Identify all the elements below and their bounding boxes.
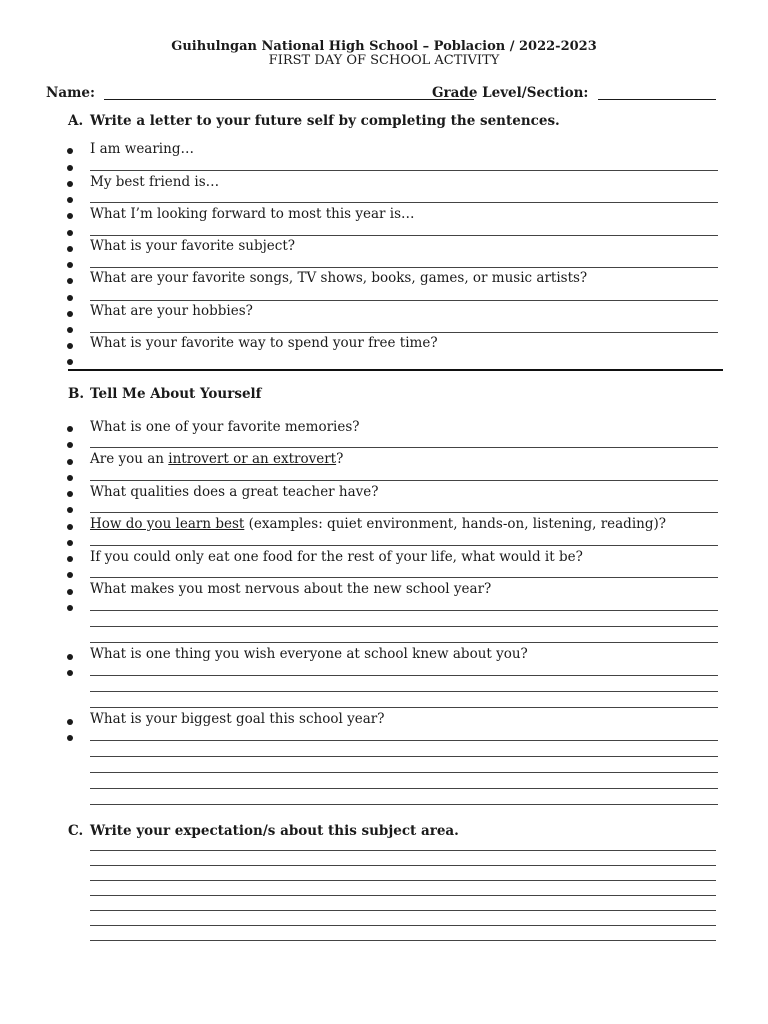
question-b5: If you could only eat one food for the rest of your life, what would it be?	[90, 549, 583, 565]
answer-line[interactable]	[90, 707, 718, 708]
section-b-letter: B.	[68, 386, 85, 402]
bullet	[67, 246, 73, 252]
bullet	[67, 475, 73, 481]
bullet	[67, 507, 73, 513]
answer-line[interactable]	[90, 235, 718, 236]
answer-line[interactable]	[90, 512, 718, 513]
answer-line[interactable]	[90, 202, 718, 203]
answer-line[interactable]	[90, 267, 718, 268]
answer-line[interactable]	[90, 740, 718, 741]
bullet	[67, 426, 73, 432]
bullet	[67, 442, 73, 448]
question-b2	[90, 451, 343, 467]
bullet	[67, 181, 73, 187]
answer-line[interactable]	[90, 610, 718, 611]
question-a2: My best friend is…	[90, 174, 220, 190]
answer-line[interactable]	[90, 772, 718, 773]
answer-line[interactable]	[90, 788, 718, 789]
question-b2-text: Are you an	[90, 451, 169, 467]
answer-line[interactable]	[90, 865, 716, 866]
section-b-title: Tell Me About Yourself	[90, 386, 262, 402]
bullet	[67, 572, 73, 578]
bullet	[67, 654, 73, 660]
answer-line[interactable]	[90, 880, 716, 881]
answer-line[interactable]	[90, 895, 716, 896]
section-b-heading	[68, 386, 261, 402]
bullet	[67, 278, 73, 284]
bullet	[67, 670, 73, 676]
question-b3: What qualities does a great teacher have?	[90, 484, 379, 500]
answer-line[interactable]	[90, 691, 718, 692]
answer-line[interactable]	[90, 910, 716, 911]
question-a3: What I’m looking forward to most this year is…	[90, 206, 415, 222]
question-a1: I am wearing…	[90, 141, 194, 157]
answer-line[interactable]	[90, 170, 718, 171]
question-a7: What is your favorite way to spend your free time?	[90, 335, 438, 351]
answer-line[interactable]	[90, 642, 718, 643]
activity-title: FIRST DAY OF SCHOOL ACTIVITY	[268, 53, 500, 68]
bullet	[67, 197, 73, 203]
name-field[interactable]	[104, 99, 474, 100]
bullet	[67, 491, 73, 497]
bullet	[67, 359, 73, 365]
answer-line[interactable]	[90, 447, 718, 448]
grade-section-label: Grade Level/Section:	[432, 85, 589, 101]
learn-best-link[interactable]: How do you learn best	[90, 516, 245, 532]
answer-line[interactable]	[90, 756, 718, 757]
bullet	[67, 343, 73, 349]
question-b4-text: (examples: quiet environment, hands-on, listening, reading)?	[244, 516, 666, 532]
section-c-heading	[68, 823, 459, 839]
section-c-title: Write your expectation/s about this subject area.	[90, 823, 459, 839]
bullet	[67, 213, 73, 219]
bullet	[67, 524, 73, 530]
question-b1: What is one of your favorite memories?	[90, 419, 360, 435]
bullet	[67, 295, 73, 301]
student-info-row	[46, 85, 726, 103]
section-a-letter: A.	[68, 113, 84, 129]
answer-line[interactable]	[90, 804, 718, 805]
bullet	[67, 605, 73, 611]
school-header: Guihulngan National High School – Poblacion / 2022-2023	[171, 39, 597, 54]
section-a-title: Write a letter to your future self by completing the sentences.	[90, 113, 560, 129]
question-a6: What are your hobbies?	[90, 303, 253, 319]
bullet	[67, 459, 73, 465]
answer-line[interactable]	[90, 925, 716, 926]
question-a4: What is your favorite subject?	[90, 238, 296, 254]
section-c-letter: C.	[68, 823, 84, 839]
answer-line[interactable]	[90, 850, 716, 851]
section-divider	[68, 369, 723, 371]
answer-line[interactable]	[90, 300, 718, 301]
bullet	[67, 540, 73, 546]
answer-line[interactable]	[90, 577, 718, 578]
question-b6: What makes you most nervous about the new school year?	[90, 581, 492, 597]
bullet	[67, 165, 73, 171]
answer-line[interactable]	[90, 545, 718, 546]
question-b7: What is one thing you wish everyone at school knew about you?	[90, 646, 528, 662]
section-a-heading	[68, 113, 560, 129]
question-b8: What is your biggest goal this school year?	[90, 711, 385, 727]
answer-line[interactable]	[90, 480, 718, 481]
bullet	[67, 311, 73, 317]
bullet	[67, 719, 73, 725]
bullet	[67, 230, 73, 236]
grade-section-field[interactable]	[598, 99, 716, 100]
bullet	[67, 556, 73, 562]
answer-line[interactable]	[90, 675, 718, 676]
bullet	[67, 148, 73, 154]
bullet	[67, 327, 73, 333]
answer-line[interactable]	[90, 940, 716, 941]
answer-line[interactable]	[90, 332, 718, 333]
bullet	[67, 735, 73, 741]
bullet	[67, 589, 73, 595]
question-a5: What are your favorite songs, TV shows, books, games, or music artists?	[90, 270, 588, 286]
question-b2-end: ?	[336, 451, 344, 467]
name-label: Name:	[46, 85, 95, 101]
bullet	[67, 262, 73, 268]
introvert-extrovert-link[interactable]: introvert or an extrovert	[168, 451, 337, 467]
question-b4	[90, 516, 666, 532]
answer-line[interactable]	[90, 626, 718, 627]
